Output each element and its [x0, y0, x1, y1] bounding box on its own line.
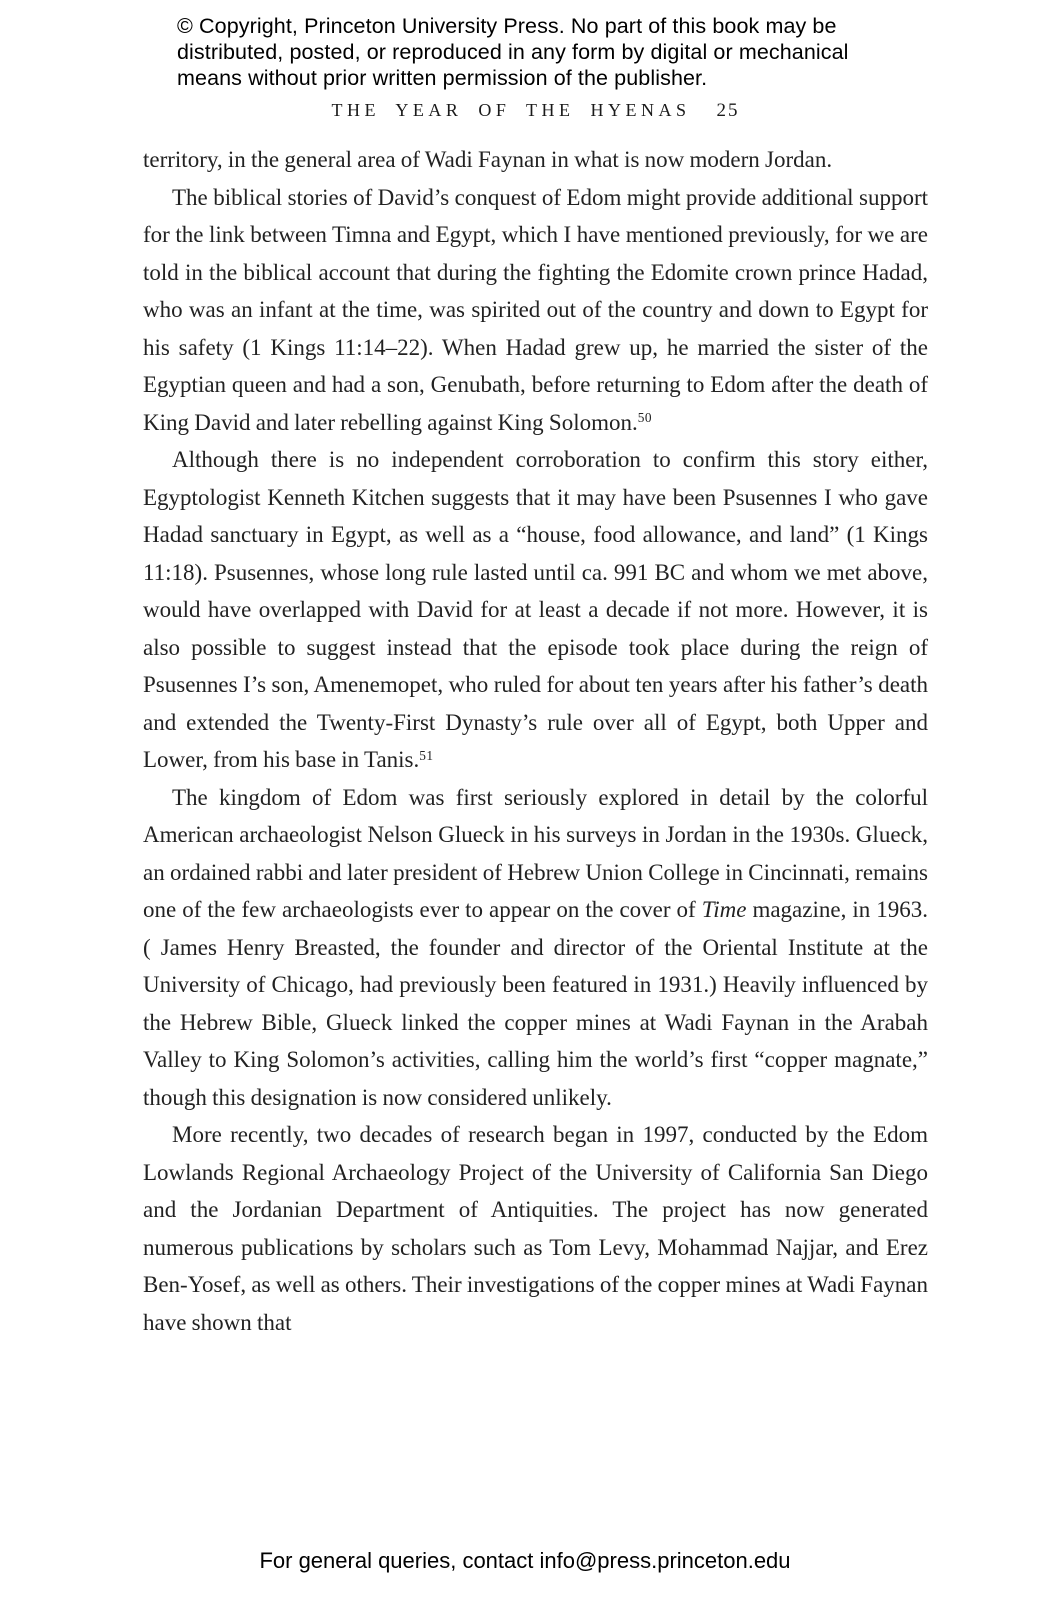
- copyright-line: © Copyright, Princeton University Press. No part of this book may be: [177, 14, 837, 38]
- footnote-ref: 51: [419, 747, 434, 763]
- body-text: [143, 141, 928, 1341]
- text-segment: The kingdom of Edom was first seriously explored in detail by the colorful American archaeologist Nelson Glueck in his surveys in Jordan in the 1930s. Glueck, an ordained rabbi and later president of Hebrew Union College in Cincinnati, remains one of the few archaeologists ever to appear on the cover of: [143, 784, 928, 922]
- paragraph: [143, 779, 928, 1117]
- copyright-notice: [177, 13, 849, 91]
- running-head-title: THE YEAR OF THE HYENAS: [331, 100, 691, 120]
- text-segment: More recently, two decades of research began in 1997, conducted by the Edom Lowlands Regional Archaeology Project of the University of California San Diego and the Jordanian Department of Antiquities. The project has now generated numerous publications by scholars such as Tom Levy, Mohammad Najjar, and Erez Ben-Yosef, as well as others. Their investigations of the copper mines at Wadi Faynan have shown that: [143, 1122, 929, 1335]
- copyright-line: distributed, posted, or reproduced in any form by digital or mechanical: [177, 40, 849, 64]
- paragraph: [143, 1116, 928, 1341]
- text-segment: territory, in the general area of Wadi Faynan in what is now modern Jordan.: [143, 147, 833, 172]
- page-number: 25: [716, 100, 740, 121]
- paragraph: [143, 141, 928, 179]
- paragraph: [143, 179, 928, 442]
- footnote-ref: 50: [637, 410, 653, 426]
- text-segment: Although there is no independent corroboration to confirm this story either, Egyptologist Kenneth Kitchen suggests that it may have been Psusennes I who gave Hadad sanctuary in Egypt, as well as a “house, food allowance, and land” (1 Kings 11:18). Psusennes, whose long rule lasted until ca. 991 BC and whom we met above, would have overlapped with David for at least a decade if not more. However, it is also possible to suggest instead that the episode took place during the reign of Psusennes I’s son, Amenemopet, who ruled for about ten years after his father’s death and extended the Twenty-First Dynasty’s rule over all of Egypt, both Upper and Lower, from his base in Tanis.: [143, 447, 928, 772]
- text-segment: The biblical stories of David’s conquest of Edom might provide additional support for the link between Timna and Egypt, which I have mentioned previously, for we are told in the biblical account that during the fighting the Edomite crown prince Hadad, who was an infant at the time, was spirited out of the country and down to Egypt for his safety (1 Kings 11:14–22). When Hadad grew up, he married the sister of the Egyptian queen and had a son, Genubath, before returning to Edom after the death of King David and later rebelling against King Solomon.: [143, 184, 928, 435]
- text-segment: magazine, in 1963. ( James Henry Breasted, the founder and director of the Oriental Institute at the University of Chicago, had previously been featured in 1931.) Heavily influenced by the Hebrew Bible, Glueck linked the copper mines at Wadi Faynan in the Arabah Valley to King Solomon’s activities, calling him the world’s first “copper magnate,” though this designation is now considered unlikely.: [143, 897, 928, 1110]
- italic-text: Time: [701, 897, 747, 922]
- running-head: [143, 100, 928, 122]
- paragraph: [143, 441, 928, 779]
- footer-contact-line: For general queries, contact info@press.princeton.edu: [259, 1548, 791, 1573]
- copyright-line: means without prior written permission of the publisher.: [177, 66, 708, 90]
